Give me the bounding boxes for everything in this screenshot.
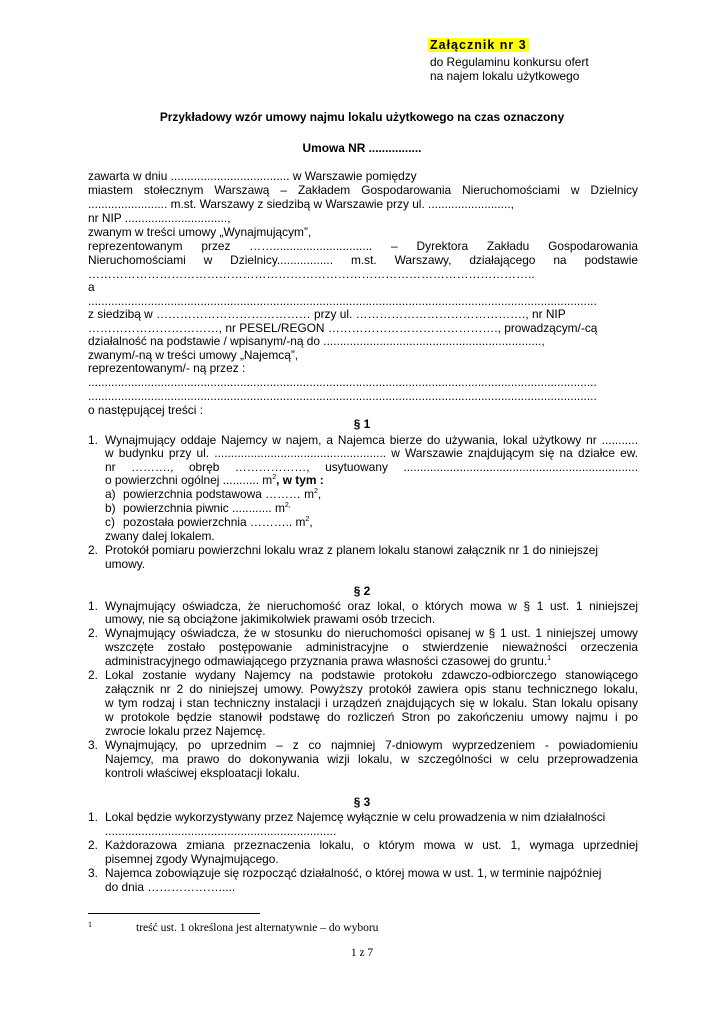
list-letter: a) xyxy=(105,487,116,501)
section-2-heading: § 2 xyxy=(353,584,371,598)
paragraph-line: Wynajmujący oddaje Najemcy w najem, a Najemca bierze do używania, lokal użytkowy nr ........... xyxy=(105,433,638,447)
intro-line: reprezentowanym przez …….............................. – Dyrektora Zakładu Gospodarowania xyxy=(88,239,638,253)
intro-line: zawarta w dniu .................................... w Warszawie pomiędzy xyxy=(88,169,417,183)
paragraph-line: zwany dalej lokalem. xyxy=(105,529,215,543)
area-other: pozostała powierzchnia ……….. $m^2$, xyxy=(123,515,313,529)
paragraph-line: w tym rodzaj i stan techniczny instalacji i urządzeń znajdujących się w lokalu. Stan lokalu opisany xyxy=(105,696,638,710)
paragraph-line: Wynajmujący, po uprzednim – z co najmniej 7-dniowym wyprzedzeniem - powiadomieniu xyxy=(105,738,638,752)
intro-line: ........................ m.st. Warszawy z siedzibą w Warszawie przy ul. ........................., xyxy=(88,197,514,211)
list-number: 3. xyxy=(88,738,98,752)
paragraph-line: Lokal będzie wykorzystywany przez Najemcę wyłącznie w celu prowadzenia w nim działalności xyxy=(105,810,606,824)
intro-line: miastem stołecznym Warszawą – Zakładem Gospodarowania Nieruchomościami w Dzielnicy xyxy=(88,183,638,197)
list-number: 2. xyxy=(88,626,98,640)
footnote-text: treść ust. 1 określona jest alternatywnie – do wyboru xyxy=(136,922,379,934)
document-title: Przykładowy wzór umowy najmu lokalu użytkowego na czas oznaczony xyxy=(159,110,565,124)
paragraph-line: Najemcy, ma prawo do dokonywania wizji lokalu, w szczególności w celu przeprowadzenia xyxy=(105,752,638,766)
paragraph-line: załącznik nr 2 do niniejszej umowy. Powyższy protokół zawiera opis stanu technicznego lokalu, xyxy=(105,682,638,696)
header-line-3: na najem lokalu użytkowego xyxy=(430,69,580,83)
section-3-heading: § 3 xyxy=(353,795,371,809)
list-letter: c) xyxy=(105,515,115,529)
page-number: 1 z 7 xyxy=(350,947,374,959)
paragraph-line: pisemnej zgody Wynajmującego. xyxy=(105,852,279,866)
footnote-ref: 1 xyxy=(547,655,552,662)
paragraph-line: wszczęte zostało postępowanie administracyjne o stwierdzenie nieważności orzeczenia xyxy=(105,640,638,654)
paragraph-line: zwrocie lokalu przez Najemcę. xyxy=(105,724,266,738)
intro-line: .......................................................................................................................................................... xyxy=(88,389,597,403)
paragraph-line: umowy. xyxy=(105,557,146,571)
intro-line: działalność na podstawie / wpisanym/-ną do .................................................................., xyxy=(88,334,545,348)
list-number: 2. xyxy=(88,668,98,682)
list-number: 3. xyxy=(88,866,98,880)
paragraph-line: umowy, nie są obciążone jakimikolwiek prawami osób trzecich. xyxy=(105,612,436,626)
intro-line: zwanym w treści umowy „Wynajmującym”, xyxy=(88,225,312,239)
footnote-number: 1 xyxy=(88,920,92,929)
intro-line: nr NIP ..............................., xyxy=(88,211,231,225)
attachment-label: Załącznik nr 3 xyxy=(430,38,527,52)
section-1-heading: § 1 xyxy=(353,417,371,431)
contract-number: Umowa NR ................ xyxy=(302,141,422,155)
area-basement: powierzchnia piwnic ............ $m^{2,}$ xyxy=(123,501,291,515)
paragraph-line: Wynajmujący oświadcza, że nieruchomość oraz lokal, o których mowa w § 1 ust. 1 niniejszej xyxy=(105,599,638,613)
intro-line: ……………………………, nr PESEL/REGON ……………………………………., prowadzącym/-cą xyxy=(88,321,598,335)
intro-line: reprezentowanym/- ną przez : xyxy=(88,361,246,375)
intro-line: o następującej treści : xyxy=(88,403,204,417)
paragraph-line: Najemca zobowiązuje się rozpocząć działalność, o której mowa w ust. 1, w terminie najpóźniej xyxy=(105,866,602,880)
paragraph-line: Każdorazowa zmiana przeznaczenia lokalu, o którym mowa w ust. 1, wymaga uprzedniej xyxy=(105,838,638,852)
footnote-separator xyxy=(88,913,260,914)
list-number: 2. xyxy=(88,543,98,557)
intro-line: a xyxy=(88,280,95,294)
list-number: 2. xyxy=(88,838,98,852)
paragraph-line: administracyjnego odmawiającego przyznania prawa własności czasowej do gruntu.$^1$ xyxy=(105,654,552,668)
list-number: 1. xyxy=(88,433,98,447)
header-line-2: do Regulaminu konkursu ofert xyxy=(430,55,589,69)
area-basic: powierzchnia podstawowa ……… $m^2$, xyxy=(123,487,322,501)
list-number: 1. xyxy=(88,810,98,824)
intro-line: .......................................................................................................................................................... xyxy=(88,375,597,389)
paragraph-line: w protokole będzie stanowił podstawę do rozliczeń Stron po zakończeniu umowy najmu i po xyxy=(105,710,638,724)
list-number: 1. xyxy=(88,599,98,613)
paragraph-line: w budynku przy ul. .................................................... w Warszawie znajdującym się na działce ew. xyxy=(105,446,638,460)
paragraph-line: do dnia ………………..... xyxy=(105,880,236,894)
area-total-line: o powierzchni ogólnej ........... $m^2$, w tym : xyxy=(105,473,324,487)
intro-line: Nieruchomościami w Dzielnicy................. m.st. Warszawy, działającego na podstawie xyxy=(88,253,638,267)
paragraph-line: Lokal zostanie wydany Najemcy na podstawie protokołu zdawczo-odbiorczego stanowiącego xyxy=(105,668,638,682)
paragraph-line: nr ………., obręb ………………, usytuowany ....................................................................... xyxy=(105,460,638,474)
intro-line: .......................................................................................................................................................... xyxy=(88,294,597,308)
paragraph-line: kontroli właściwej eksploatacji lokalu. xyxy=(105,766,300,780)
intro-line: zwanym/-ną w treści umowy „Najemcą”, xyxy=(88,348,299,362)
paragraph-line: Wynajmujący oświadcza, że w stosunku do nieruchomości opisanej w § 1 ust. 1 niniejszej umowy xyxy=(105,626,638,640)
intro-line: ………………………………………………………………………………………………….. xyxy=(88,267,535,281)
paragraph-line: Protokół pomiaru powierzchni lokalu wraz z planem lokalu stanowi załącznik nr 1 do niniejszej xyxy=(105,543,599,557)
list-letter: b) xyxy=(105,501,116,515)
paragraph-line: ...................................................................... xyxy=(105,824,337,838)
intro-line: z siedzibą w ………………………………… przy ul. ……………………………………., nr NIP xyxy=(88,307,566,321)
